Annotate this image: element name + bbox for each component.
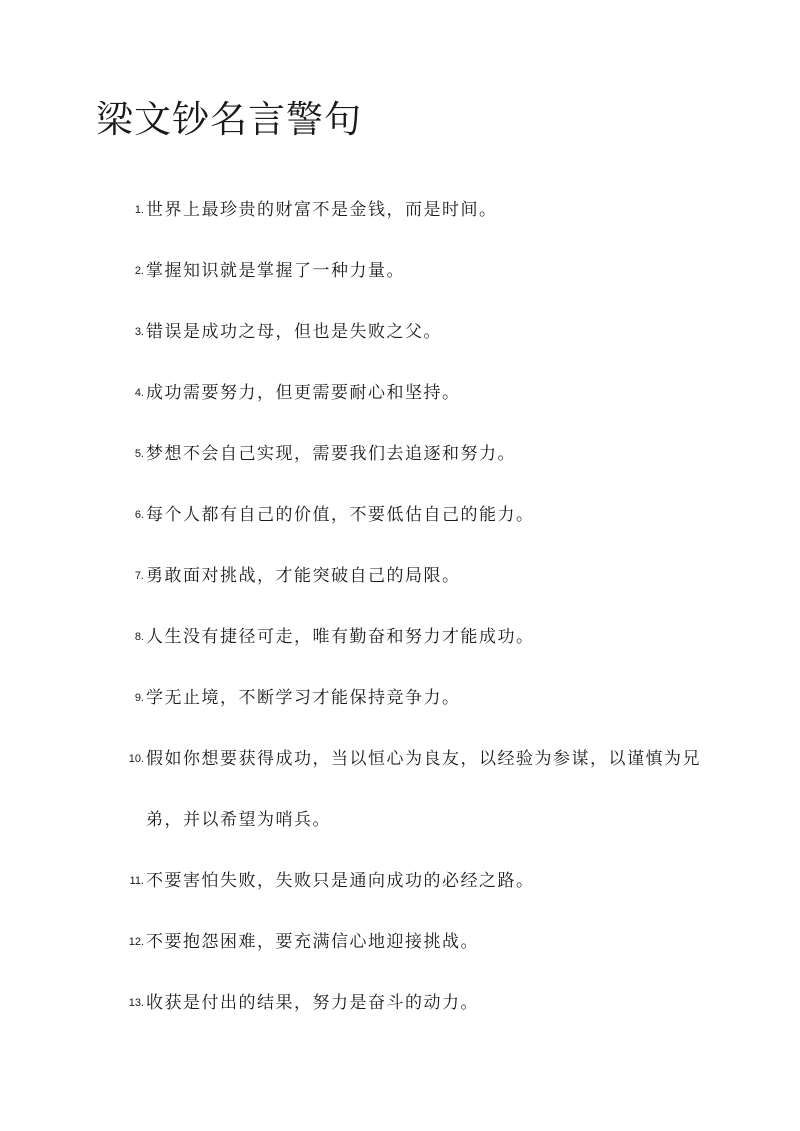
list-item-number: 13. xyxy=(128,997,144,1009)
list-item xyxy=(0,851,800,912)
list-item-text: 人生没有捷径可走，唯有勤奋和努力才能成功。 xyxy=(146,627,535,647)
list-item-text: 收获是付出的结果，努力是奋斗的动力。 xyxy=(146,993,479,1013)
list-item-text: 掌握知识就是掌握了一种力量。 xyxy=(146,261,405,281)
list-item-text: 错误是成功之母，但也是失败之父。 xyxy=(146,322,442,342)
list-item-number: 6. xyxy=(134,509,144,521)
list-item-number: 3. xyxy=(134,326,144,338)
quote-list xyxy=(0,180,800,1034)
list-item xyxy=(0,302,800,363)
list-item-text: 假如你想要获得成功，当以恒心为良友，以经验为参谋，以谨慎为兄弟，并以希望为哨兵。 xyxy=(146,749,701,830)
list-item-number: 10. xyxy=(128,753,144,765)
list-item-number: 8. xyxy=(134,631,144,643)
list-item-text: 每个人都有自己的价值，不要低估自己的能力。 xyxy=(146,505,535,525)
list-item-number: 2. xyxy=(134,265,144,277)
list-item-text: 梦想不会自己实现，需要我们去追逐和努力。 xyxy=(146,444,516,464)
list-item xyxy=(0,668,800,729)
list-item-number: 4. xyxy=(134,387,144,399)
list-item-text: 世界上最珍贵的财富不是金钱，而是时间。 xyxy=(146,200,498,220)
list-item xyxy=(0,912,800,973)
list-item-number: 7. xyxy=(134,570,144,582)
list-item-text: 不要抱怨困难，要充满信心地迎接挑战。 xyxy=(146,932,479,952)
list-item xyxy=(0,485,800,546)
list-item xyxy=(0,180,800,241)
list-item xyxy=(0,241,800,302)
list-item-number: 11. xyxy=(129,875,144,887)
list-item xyxy=(0,363,800,424)
list-item xyxy=(0,607,800,668)
list-item-number: 12. xyxy=(128,936,144,948)
list-item xyxy=(0,424,800,485)
list-item-number: 9. xyxy=(134,692,144,704)
list-item-number: 1. xyxy=(134,204,144,216)
list-item-text: 成功需要努力，但更需要耐心和坚持。 xyxy=(146,383,461,403)
list-item-text: 不要害怕失败，失败只是通向成功的必经之路。 xyxy=(146,871,535,891)
list-item xyxy=(0,546,800,607)
list-item xyxy=(0,973,800,1034)
list-item-number: 5. xyxy=(134,448,144,460)
list-item-text: 勇敢面对挑战，才能突破自己的局限。 xyxy=(146,566,461,586)
list-item xyxy=(0,729,800,851)
list-item-text: 学无止境，不断学习才能保持竞争力。 xyxy=(146,688,461,708)
document-title: 梁文钞名言警句 xyxy=(96,98,362,141)
